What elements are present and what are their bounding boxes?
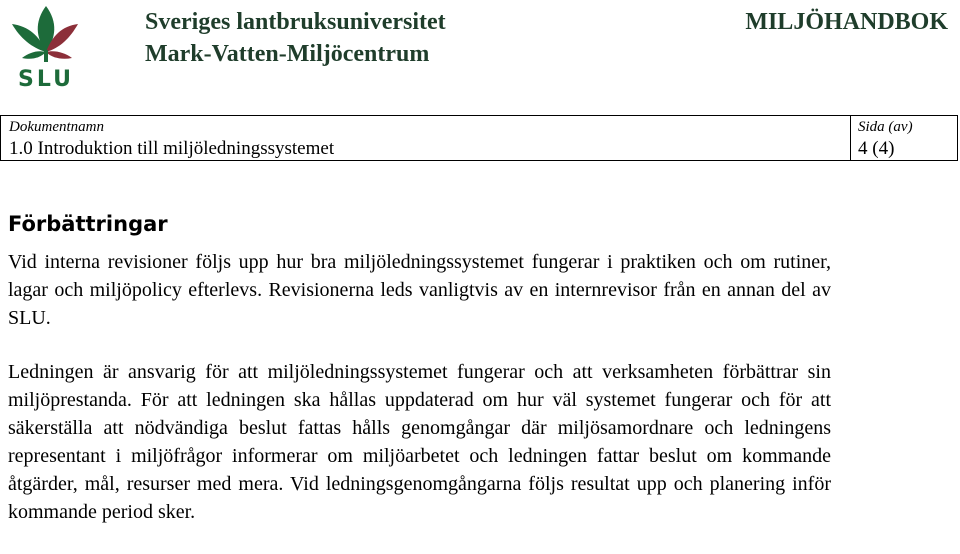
slu-leaf-icon [6,2,92,90]
org-unit: Mark-Vatten-Miljöcentrum [145,41,430,67]
doc-box-divider [850,116,851,160]
doc-name-value: 1.0 Introduktion till miljöledningssystemet [9,138,335,159]
page-value: 4 (4) [858,138,895,159]
paragraph-management: Ledningen är ansvarig för att miljöledningssystemet fungerar och att verksamheten förbättrar sin miljöprestanda. För att ledningen ska hållas uppdaterad om hur väl systemet fungerar och för att säkerställa att nödvändiga beslut fattas hålls genomgångar där miljösamordnare och ledningens representant i miljöfrågor informerar om miljöarbetet och ledningen fattar beslut om kommande åtgärder, mål, resurser med mera. Vid ledningsgenomgångarna följs resultat upp och planering inför kommande period sker. [8,361,831,523]
slu-logo [6,2,92,90]
section-heading: Förbättringar [8,212,168,236]
org-block [145,6,446,70]
org-name: Sveriges lantbruksuniversitet [145,9,446,35]
logo-text: SLU [18,67,74,90]
handbook-title: MILJÖHANDBOK [745,9,948,35]
document-info-box [0,115,958,161]
doc-name-label: Dokumentnamn [9,119,104,135]
paragraph-revisions: Vid interna revisioner följs upp hur bra miljöledningssystemet fungerar i praktiken och om rutiner, lagar och miljöpolicy efterlevs. Revisionerna leds vanligtvis av en internrevisor från en annan del av SLU. [8,251,831,329]
page-label: Sida (av) [858,119,913,135]
